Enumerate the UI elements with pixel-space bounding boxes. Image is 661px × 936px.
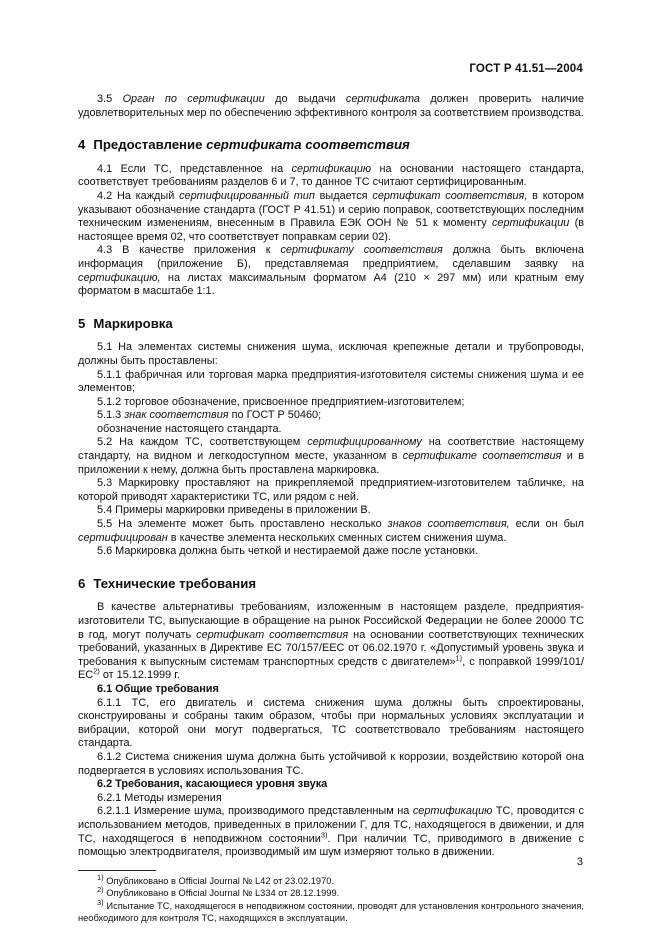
paragraph-6-intro: В качестве альтернативы требованиям, изложенным в настоящем разделе, предприятия-изготовители ТС, выпускающие в обращение на рынок Российской Федерации не более 20000 ТС в год, могут получать сертификат соответствия на основании соответствующих технических требований, указанных в Директиве ЕС 70/157/ЕЕС от 06.02.1970 г. «Допустимый уровень звука и требования к выпускным системам транспортных средств с двигателем»$^{1)}$, с поправкой 1999/101/ЕС$^{2)}$ от 15.12.1999 г. xyxy=(78,601,584,682)
footnotes xyxy=(78,872,584,925)
section-4-heading: 4 Предоставление сертификата соответствия xyxy=(78,137,410,153)
subheading-6-2: 6.2 Требования, касающиеся уровня звука xyxy=(97,778,328,791)
page-body xyxy=(78,93,584,925)
paragraph-6-1-1: 6.1.1 ТС, его двигатель и система снижения шума должны быть спроектированы, сконструированы и собраны таким образом, чтобы при нормальных условиях эксплуатации и вибрации, которой они могут подвергаться, ТС соответствовало требованиям настоящего стандарта. xyxy=(78,696,584,750)
section-6-heading: 6 Технические требования xyxy=(78,575,257,591)
paragraph-5-1-3-continued: обозначение настоящего стандарта. xyxy=(97,422,282,435)
paragraph-6-2-1: 6.2.1 Методы измерения xyxy=(97,791,222,804)
footnote-2: $^{2)}$ Опубликовано в Official Journal № L334 от 28.12.1999. xyxy=(97,885,340,899)
paragraph-4-2: 4.2 На каждый сертифицированный тип выдается сертификат соответствия, в котором указывают обозначение стандарта (ГОСТ Р 41.51) и серию поправок, соответствующих последним техническим изменениям, внесенным в Правила ЕЭК ООН № 51 к моменту сертификации (в настоящее время 02, что соответствует поправкам серии 02). xyxy=(78,189,584,243)
paragraph-3-5: 3.5 Орган по сертификации до выдачи сертификата должен проверить наличие удовлетворительных мер по обеспечению эффективного контроля за соответствием производства. xyxy=(78,93,584,119)
paragraph-6-2-1-1: 6.2.1.1 Измерение шума, производимого представленным на сертификацию ТС, проводится с использованием методов, приведенных в приложении Г, для ТС, находящегося в движении, и для ТС, находящегося в неподвижном состоянии$^{3)}$. При наличии ТС, приводимого в движение с помощью электродвигателя, производимый им шум измеряют только в движении. xyxy=(78,805,584,859)
paragraph-6-1-2: 6.1.2 Система снижения шума должна быть устойчивой к коррозии, воздействию которой она подвергается в условиях использования ТС. xyxy=(78,750,584,777)
page-number: 3 xyxy=(576,856,583,868)
footnote-3: $^{3)}$ Испытание ТС, находящегося в неподвижном состоянии, проводят для установления контрольного значения, необходимого для контроля ТС, находящихся в эксплуатации. xyxy=(78,897,584,924)
paragraph-5-1: 5.1 На элементах системы снижения шума, исключая крепежные детали и трубопроводы, должны быть проставлены: xyxy=(78,341,584,367)
footnote-separator xyxy=(78,870,156,871)
section-5-heading: 5 Маркировка xyxy=(78,315,173,331)
paragraph-5-1-1: 5.1.1 фабричная или торговая марка предприятия-изготовителя системы снижения шума и ее элементов; xyxy=(78,368,584,395)
paragraph-5-6: 5.6 Маркировка должна быть четкой и нестираемой даже после установки. xyxy=(97,545,478,558)
document-header: ГОСТ Р 41.51—2004 xyxy=(469,63,583,75)
paragraph-5-2: 5.2 На каждом ТС, соответствующем сертифицированному на соответствие настоящему стандарту, на видном и легкодоступном месте, указанном в сертификате соответствия и в приложении к нему, должна быть проставлена маркировка. xyxy=(78,436,585,476)
subheading-6-1: 6.1 Общие требования xyxy=(97,682,219,695)
footnote-1: $^{1)}$ Опубликовано в Official Journal № L42 от 23.02.1970. xyxy=(97,872,335,886)
paragraph-5-3: 5.3 Маркировку проставляют на прикрепляемой предприятием-изготовителем табличке, на которой приводят характеристики ТС, или рядом с ней. xyxy=(78,477,584,503)
paragraph-4-3: 4.3 В качестве приложения к сертификату соответствия должна быть включена информация (приложение Б), представляемая предприятием, сделавшим заявку на сертификацию, на листах максимальным форматом А4 (210 × 297 мм) или кратным ему форматом в масштабе 1:1. xyxy=(78,244,584,298)
paragraph-5-1-2: 5.1.2 торговое обозначение, присвоенное предприятием-изготовителем; xyxy=(97,395,465,408)
paragraph-4-1: 4.1 Если ТС, представленное на сертификацию на основании настоящего стандарта, соответствует требованиям разделов 6 и 7, то данное ТС считают сертифицированным. xyxy=(78,162,584,189)
paragraph-5-4: 5.4 Примеры маркировки приведены в приложении В. xyxy=(97,504,371,517)
paragraph-5-1-3: 5.1.3 знак соответствия по ГОСТ Р 50460; xyxy=(97,409,322,422)
paragraph-5-5: 5.5 На элементе может быть проставлено несколько знаков соответствия, если он был сертифицирован в качестве элемента нескольких сменных систем снижения шума. xyxy=(78,518,584,544)
